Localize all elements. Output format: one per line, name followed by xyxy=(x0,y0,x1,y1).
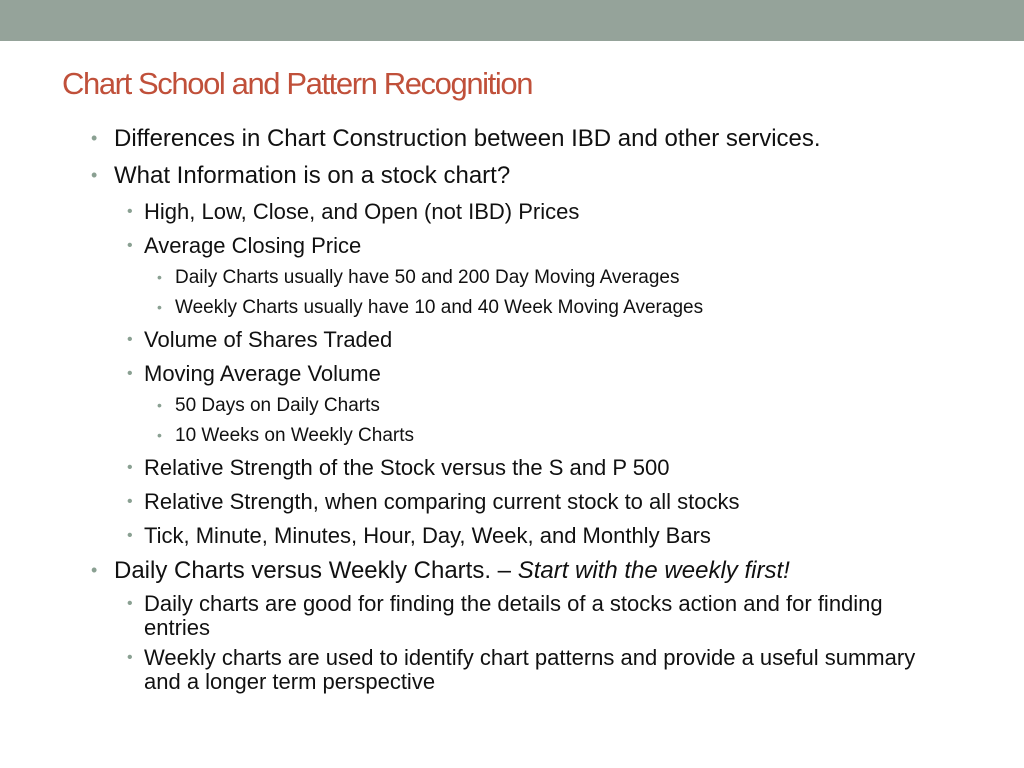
bullet-dot-icon: • xyxy=(127,237,133,254)
bullet-text: Moving Average Volume xyxy=(144,361,381,386)
bullet-dot-icon: • xyxy=(127,331,133,348)
bullet-text: Relative Strength of the Stock versus the S and P 500 xyxy=(144,455,670,480)
bullet-text: Average Closing Price xyxy=(144,233,362,258)
bullet-dot-icon: • xyxy=(91,128,98,148)
bullet-level2 xyxy=(0,454,1024,481)
bullet-level2 xyxy=(0,592,934,640)
slide-title: Chart School and Pattern Recognition xyxy=(62,66,533,101)
bullet-dot-icon: • xyxy=(127,365,133,382)
bullet-level1 xyxy=(0,160,1024,191)
bullet-level2 xyxy=(0,198,1024,225)
bullet-dot-icon: • xyxy=(91,165,98,185)
bullet-text: What Information is on a stock chart? xyxy=(114,162,511,189)
bullet-dot-icon: • xyxy=(127,595,133,612)
bullet-text: Daily Charts versus Weekly Charts. – xyxy=(114,557,518,584)
top-accent-bar xyxy=(0,0,1024,41)
bullet-level3 xyxy=(0,424,1024,447)
bullet-level2 xyxy=(0,326,1024,353)
bullet-text: 10 Weeks on Weekly Charts xyxy=(175,425,415,446)
bullet-level2 xyxy=(0,488,1024,515)
bullet-dot-icon: • xyxy=(91,560,98,580)
bullet-dot-icon: • xyxy=(127,493,133,510)
bullet-text: Tick, Minute, Minutes, Hour, Day, Week, and Monthly Bars xyxy=(144,523,711,548)
bullet-dot-icon: • xyxy=(127,459,133,476)
bullet-level2 xyxy=(0,646,934,694)
bullet-dot-icon: • xyxy=(157,397,162,413)
bullet-text: Weekly Charts usually have 10 and 40 Week Moving Averages xyxy=(175,297,704,318)
bullet-dot-icon: • xyxy=(127,649,133,666)
bullet-dot-icon: • xyxy=(157,427,162,443)
bullet-dot-icon: • xyxy=(157,299,162,315)
bullet-emphasis: Start with the weekly first! xyxy=(517,557,790,584)
bullet-level2 xyxy=(0,360,1024,387)
bullet-text: Volume of Shares Traded xyxy=(144,327,393,352)
bullet-text: Weekly charts are used to identify chart patterns and provide a useful summary and a longer term perspective xyxy=(144,645,916,694)
bullet-text: High, Low, Close, and Open (not IBD) Prices xyxy=(144,199,580,224)
bullet-text: Relative Strength, when comparing current stock to all stocks xyxy=(144,489,740,514)
bullet-text: Differences in Chart Construction between IBD and other services. xyxy=(114,125,821,152)
bullet-level3 xyxy=(0,394,1024,417)
bullet-dot-icon: • xyxy=(127,527,133,544)
bullet-text: Daily Charts usually have 50 and 200 Day Moving Averages xyxy=(175,267,680,288)
bullet-level3 xyxy=(0,296,1024,319)
bullet-dot-icon: • xyxy=(157,269,162,285)
bullet-text: 50 Days on Daily Charts xyxy=(175,395,380,416)
bullet-level1 xyxy=(0,555,1024,586)
bullet-list xyxy=(0,123,1024,694)
bullet-level3 xyxy=(0,266,1024,289)
bullet-dot-icon: • xyxy=(127,203,133,220)
bullet-level2 xyxy=(0,232,1024,259)
bullet-level2 xyxy=(0,522,1024,549)
bullet-level1 xyxy=(0,123,1024,154)
bullet-text: Daily charts are good for finding the details of a stocks action and for finding entries xyxy=(144,591,883,640)
